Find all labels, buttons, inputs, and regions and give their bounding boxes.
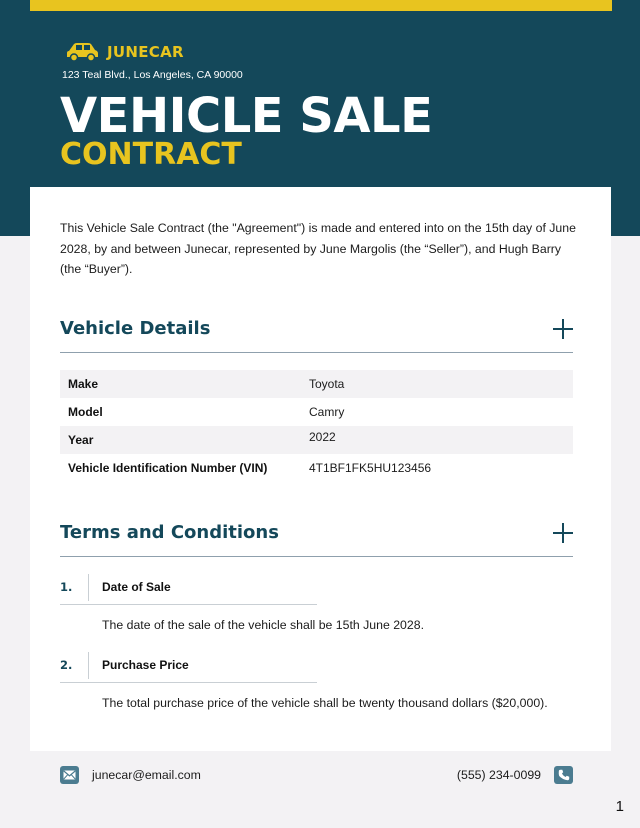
table-row xyxy=(60,370,573,398)
email-text: junecar@email.com xyxy=(92,768,201,782)
row-label: Make xyxy=(68,377,99,391)
row-label: Model xyxy=(68,405,103,419)
company-address: 123 Teal Blvd., Los Angeles, CA 90000 xyxy=(62,69,243,81)
term-number: 2. xyxy=(60,658,73,672)
row-value: 4T1BF1FK5HU123456 xyxy=(309,461,432,475)
car-icon xyxy=(66,42,99,62)
vehicle-details-table xyxy=(60,370,573,482)
phone-text: (555) 234-0099 xyxy=(456,768,541,782)
terms-header xyxy=(60,519,573,557)
phone-icon xyxy=(554,766,573,784)
contract-card xyxy=(30,187,611,751)
mail-icon xyxy=(60,766,79,784)
terms-title: Terms and Conditions xyxy=(60,522,279,543)
table-row xyxy=(60,454,573,482)
term-text: The total purchase price of the vehicle shall be twenty thousand dollars ($20,000). xyxy=(102,696,548,710)
row-value: 2022 xyxy=(309,430,336,444)
brand-logo xyxy=(66,42,184,62)
intro-paragraph: This Vehicle Sale Contract (the "Agreement") is made and entered into on the 15th day of June 2028, by and between Junecar, represented by June Margolis (the “Seller”), and Hugh Barry (the “Buyer”). xyxy=(60,221,576,276)
term-title: Purchase Price xyxy=(102,658,189,672)
footer-phone[interactable] xyxy=(457,766,573,784)
row-label: Vehicle Identification Number (VIN) xyxy=(68,461,268,475)
vehicle-details-title: Vehicle Details xyxy=(60,318,211,339)
table-row xyxy=(60,398,573,426)
row-label: Year xyxy=(68,433,94,447)
row-value: Toyota xyxy=(309,377,345,391)
divider xyxy=(88,574,89,601)
page-number: 1 xyxy=(615,798,624,815)
term-text: The date of the sale of the vehicle shall be 15th June 2028. xyxy=(102,618,424,632)
document-subtitle: CONTRACT xyxy=(60,137,242,172)
term-title: Date of Sale xyxy=(102,580,171,594)
brand-name: JUNECAR xyxy=(107,43,184,61)
term-number: 1. xyxy=(60,580,73,594)
vehicle-details-header xyxy=(60,315,573,353)
document-title: VEHICLE SALE xyxy=(60,88,433,144)
accent-stripe xyxy=(30,0,612,11)
divider xyxy=(60,682,317,683)
expand-plus-icon[interactable] xyxy=(553,319,573,339)
footer-email[interactable] xyxy=(60,766,201,784)
divider xyxy=(88,652,89,679)
expand-plus-icon[interactable] xyxy=(553,523,573,543)
row-value: Camry xyxy=(309,405,345,419)
table-row xyxy=(60,426,573,454)
divider xyxy=(60,604,317,605)
